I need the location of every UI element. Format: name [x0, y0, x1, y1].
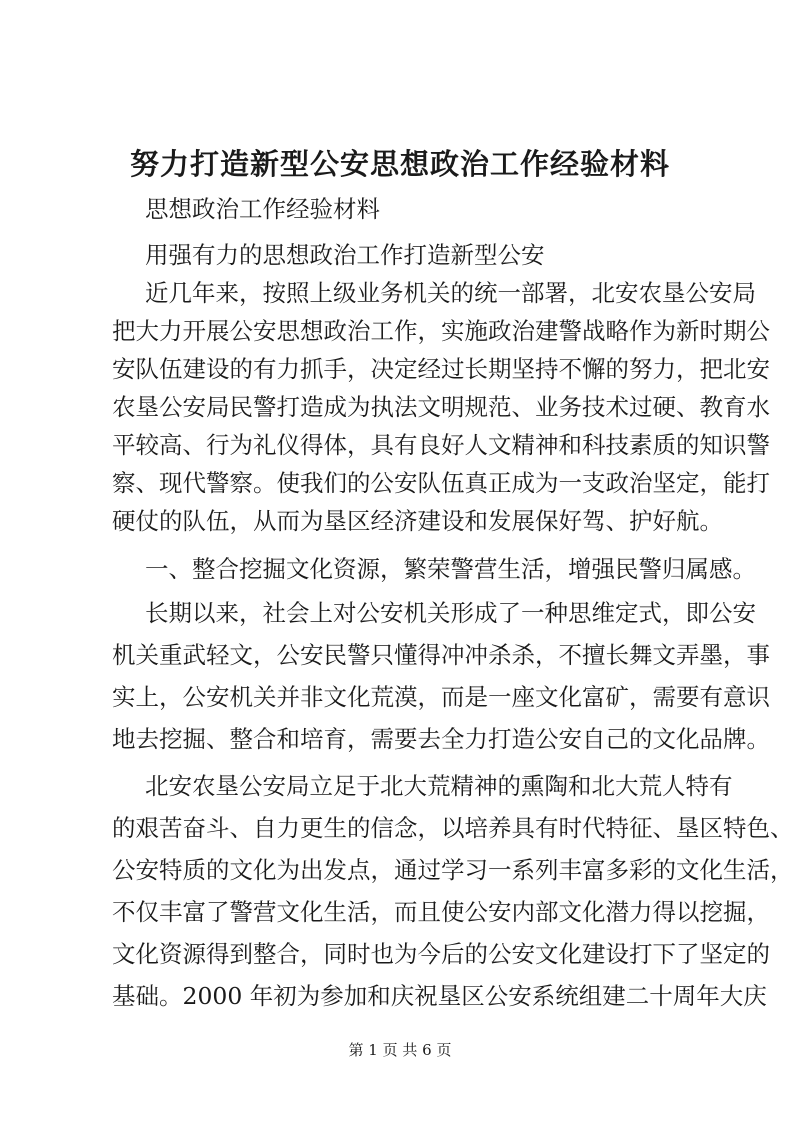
paragraph-line: 平较高、行为礼仪得体，具有良好人文精神和科技素质的知识警: [112, 431, 770, 459]
paragraph-line: 地去挖掘、整合和培育，需要去全力打造公安自己的文化品牌。: [112, 725, 770, 753]
paragraph-line: 基础。2000 年初为参加和庆祝垦区公安系统组建二十周年大庆: [112, 982, 767, 1010]
paragraph-line: 公安特质的文化为出发点，通过学习一系列丰富多彩的文化生活，: [112, 856, 794, 884]
paragraph-line: 文化资源得到整合，同时也为今后的公安文化建设打下了坚定的: [112, 940, 770, 968]
subtitle-line: 用强有力的思想政治工作打造新型公安: [145, 241, 545, 269]
document-title: 努力打造新型公安思想政治工作经验材料: [129, 147, 670, 181]
paragraph-line: 不仅丰富了警营文化生活，而且使公安内部文化潜力得以挖掘，: [112, 898, 770, 926]
paragraph-line: 把大力开展公安思想政治工作，实施政治建警战略作为新时期公: [112, 317, 770, 345]
paragraph-line: 安队伍建设的有力抓手，决定经过长期坚持不懈的努力，把北安: [112, 355, 770, 383]
paragraph-line: 的艰苦奋斗、自力更生的信念，以培养具有时代特征、垦区特色、: [112, 814, 794, 842]
paragraph-line: 北安农垦公安局立足于北大荒精神的熏陶和北大荒人特有: [145, 772, 733, 800]
paragraph-line: 农垦公安局民警打造成为执法文明规范、业务技术过硬、教育水: [112, 393, 770, 421]
paragraph-line: 实上，公安机关并非文化荒漠，而是一座文化富矿，需要有意识: [112, 683, 770, 711]
subtitle-line: 思想政治工作经验材料: [145, 195, 380, 223]
section-heading: 一、整合挖掘文化资源，繁荣警营生活，增强民警归属感。: [145, 555, 756, 583]
paragraph-line: 察、现代警察。使我们的公安队伍真正成为一支政治坚定，能打: [112, 469, 770, 497]
page-number-footer: 第 1 页 共 6 页: [348, 1041, 452, 1059]
paragraph-line: 近几年来，按照上级业务机关的统一部署，北安农垦公安局: [145, 279, 756, 307]
paragraph-line: 机关重武轻文，公安民警只懂得冲冲杀杀，不擅长舞文弄墨，事: [112, 641, 770, 669]
paragraph-line: 硬仗的队伍，从而为垦区经济建设和发展保好驾、护好航。: [112, 507, 723, 535]
paragraph-line: 长期以来，社会上对公安机关形成了一种思维定式，即公安: [145, 599, 756, 627]
